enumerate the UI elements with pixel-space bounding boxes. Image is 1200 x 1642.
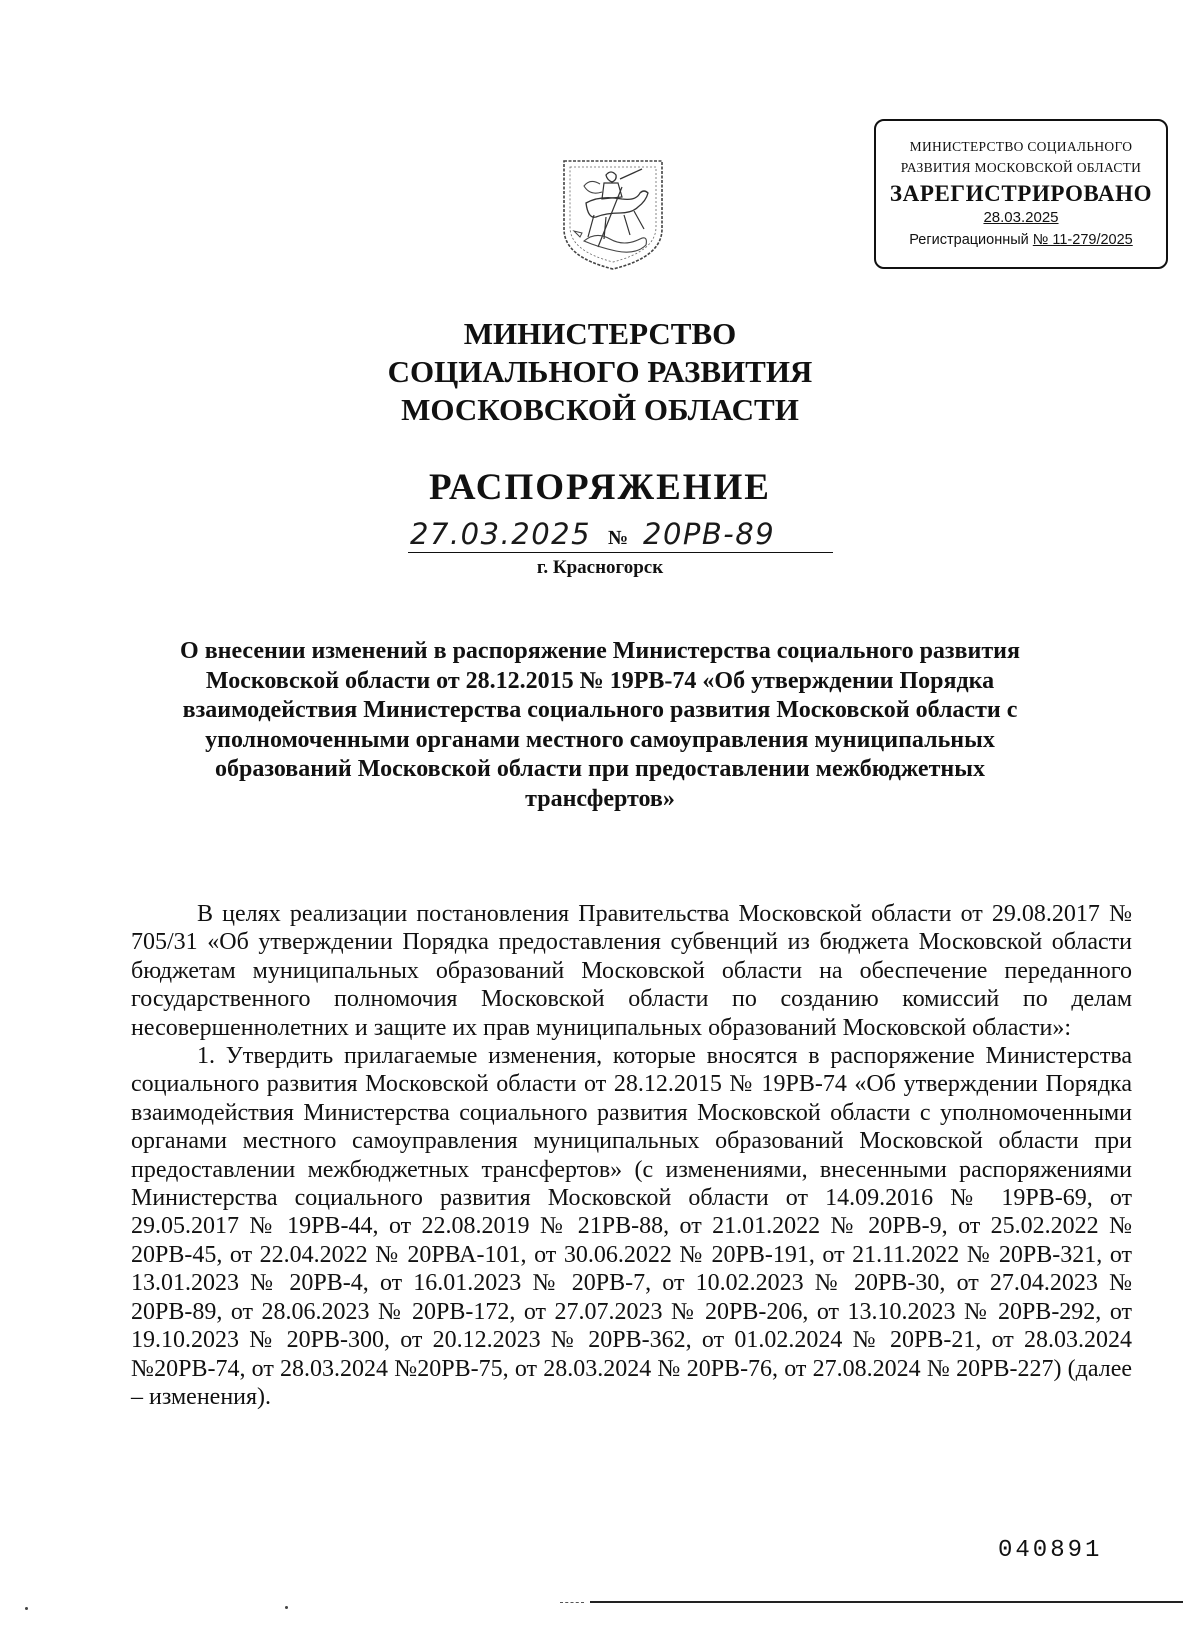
stamp-org-line-1: МИНИСТЕРСТВО СОЦИАЛЬНОГО xyxy=(909,139,1133,154)
ministry-line-3: МОСКОВСКОЙ ОБЛАСТИ xyxy=(401,392,799,427)
date-number-line xyxy=(408,516,833,553)
item-1-paragraph: 1. Утвердить прилагаемые изменения, которые вносятся в распоряжение Министерства социального развития Московской области от 28.12.2015 № 19РВ-74 «Об утверждении Порядка взаимодействия Министерства социального развития Московской области с уполномоченными органами местного самоуправления муниципальных образований Московской области при предоставлении межбюджетных трансфертов» (с изменениями, внесенными распоряжениями Министерства социального развития Московской области от 14.09.2016 № 19РВ-69, от 29.05.2017 № 19РВ-44, от 22.08.2019 № 21РВ-88, от 21.01.2022 № 20РВ-9, от 25.02.2022 № 20РВ-45, от 22.04.2022 № 20РВА-101, от 30.06.2022 № 20РВ-191, от 21.11.2022 № 20РВ-321, от 13.01.2023 № 20РВ-4, от 16.01.2023 № 20РВ-7, от 10.02.2023 № 20РВ-30, от 27.04.2023 № 20РВ-89, от 28.06.2023 № 20РВ-172, от 27.07.2023 № 20РВ-206, от 13.10.2023 № 20РВ-292, от 19.10.2023 № 20РВ-300, от 20.12.2023 № 20РВ-362, от 01.02.2024 № 20РВ-21, от 28.03.2024 №20РВ-74, от 28.03.2024 №20РВ-75, от 28.03.2024 № 20РВ-76, от 27.08.2024 № 20РВ-227) (далее – изменения). xyxy=(131,1043,1132,1410)
footer-rule xyxy=(590,1601,1183,1603)
document-type: РАСПОРЯЖЕНИЕ xyxy=(428,467,771,508)
number-sign: № xyxy=(608,527,629,549)
ministry-line-1: МИНИСТЕРСТВО xyxy=(463,316,737,351)
document-title: О внесении изменений в распоряжение Министерства социального развития Московской области от 28.12.2015 № 19РВ-74 «Об утверждении Порядка взаимодействия Министерства социального развития Московской области с уполномоченными органами местного самоуправления муниципальных образований Московской области при предоставлении межбюджетных трансфертов» xyxy=(180,638,1020,812)
ministry-name xyxy=(0,315,1200,429)
handwritten-number: 20РВ-89 xyxy=(643,517,776,551)
document-body xyxy=(131,900,1132,1411)
city: г. Красногорск xyxy=(536,557,664,578)
stamp-reg-number: № 11-279/2025 xyxy=(1032,232,1133,248)
stamp-org-line-2: РАЗВИТИЯ МОСКОВСКОЙ ОБЛАСТИ xyxy=(900,160,1142,175)
footer-dash xyxy=(560,1602,584,1603)
ministry-line-2: СОЦИАЛЬНОГО РАЗВИТИЯ xyxy=(387,354,813,389)
stamp-date: 28.03.2025 xyxy=(983,209,1059,226)
scan-dot xyxy=(285,1606,288,1609)
moscow-oblast-coat-of-arms-icon xyxy=(560,157,666,273)
preamble-paragraph: В целях реализации постановления Правительства Московской области от 29.08.2017 № 705/31 «Об утверждении Порядка предоставления субвенций из бюджета Московской области бюджетам муниципальных образований Московской области на обеспечение переданного государственного полномочия Московской области по созданию комиссий по делам несовершеннолетних и защите их прав муниципальных образований Московской области»: xyxy=(131,901,1132,1041)
stamp-status: ЗАРЕГИСТРИРОВАНО xyxy=(889,181,1153,206)
scan-dot xyxy=(25,1607,28,1610)
registration-stamp xyxy=(874,119,1168,269)
stamp-reg-label: Регистрационный xyxy=(909,232,1029,248)
stamp-registration xyxy=(876,232,1166,248)
stamp-organization xyxy=(876,136,1166,178)
serial-number: 040891 xyxy=(998,1537,1103,1564)
handwritten-date: 27.03.2025 xyxy=(410,517,592,551)
